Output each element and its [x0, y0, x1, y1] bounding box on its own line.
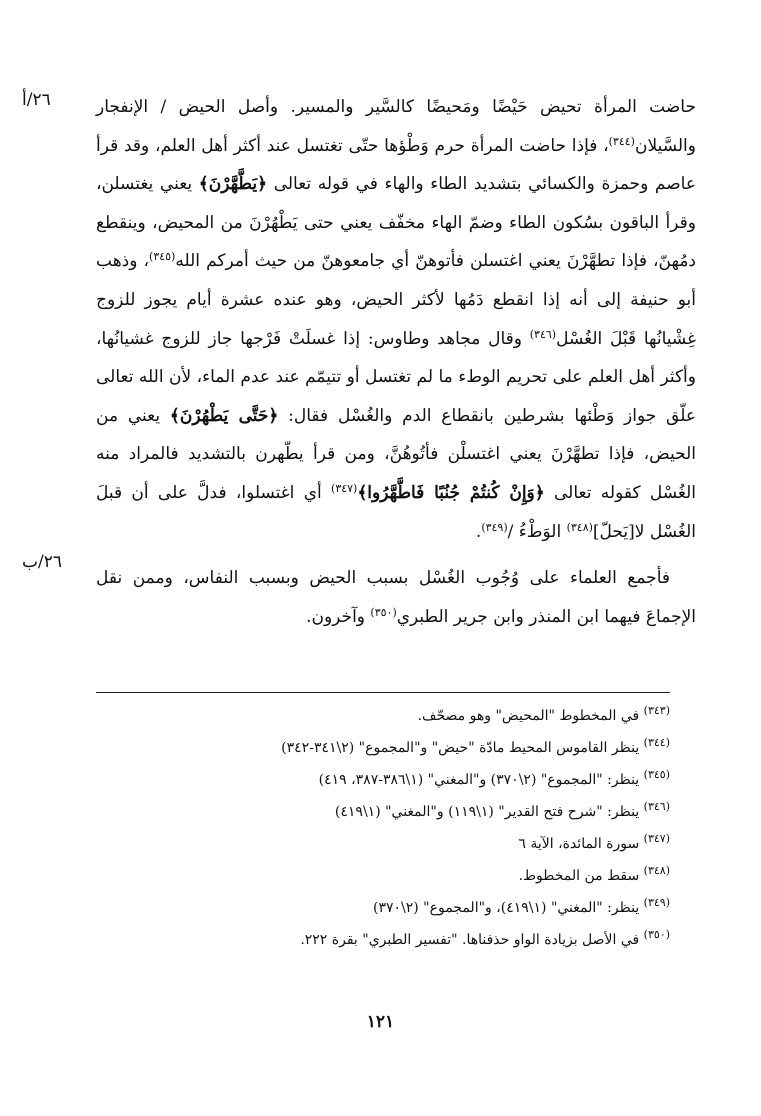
paragraph-1	[96, 88, 696, 551]
footnote-ref-349: (٣٤٩)	[481, 520, 508, 534]
text-run: وقال مجاهد وطاوس: إذا غسلَتْ فَرْجها جاز للزوج غشيانُها، وأكثر أهل العلم على تحريم الوطء ما لم تغتسل أو تتيمّم عند عدم الماء، لأن الله تعالى علّق جواز وَطْئها بشرطين بانقطاع الدم والغُسْل فقال:	[96, 328, 696, 426]
footnote-number: (٣٤٣)	[643, 704, 670, 717]
footnote-text: ينظر القاموس المحيط مادّة "حيض" و"المجموع" (٢\٣٤١-٣٤٢)	[281, 740, 644, 756]
margin-folio-middle: ٢٦/ب	[22, 552, 62, 572]
page-number: ١٢١	[366, 1012, 395, 1032]
footnote-350	[96, 924, 670, 956]
footnote-number: (٣٤٨)	[643, 864, 670, 877]
footnote-number: (٣٤٥)	[643, 768, 670, 781]
quran-quote: ﴿يَطَّهَّرْنَ﴾	[198, 174, 268, 195]
footnote-number: (٣٤٤)	[643, 736, 670, 749]
footnote-text: سقط من المخطوط.	[518, 868, 644, 884]
footnote-text: سورة المائدة، الآية ٦	[518, 836, 644, 852]
footnote-ref-346: (٣٤٦)	[529, 327, 557, 341]
footnote-text: في الأصل بزيادة الواو حذفناها. "تفسير الطبري" بقرة ٢٢٢.	[300, 932, 644, 948]
footnote-349	[96, 892, 670, 924]
main-text	[96, 88, 696, 636]
text-run: .	[475, 521, 482, 542]
text-run: يعني يغتسلن، وقرأ الباقون بسُكون الطاء وضمّ الهاء مخفّف يعني حتى يَطْهُرْنَ من المحيض، وينقطع دمُهنّ، فإذا تطهَّرْنَ يعني اغتسلن فأتوهنّ أي جامعوهنّ من حيث أمركم الله	[96, 174, 696, 272]
paragraph-2	[96, 559, 696, 636]
footnote-text: ينظر: "شرح فتح القدير" (١\١١٩) و"المغني" (١\٤١٩)	[334, 804, 644, 820]
footnote-text: ينظر: "المجموع" (٢\٣٧٠) و"المغني" (١\٣٨٦-٣٨٧، ٤١٩)	[318, 772, 644, 788]
footnote-343	[96, 700, 670, 732]
footnote-number: (٣٤٧)	[643, 832, 670, 845]
footnote-ref-344: (٣٤٤)	[608, 134, 635, 148]
footnotes	[96, 700, 670, 956]
footnote-divider	[96, 692, 670, 693]
text-run: فأجمع العلماء على وُجُوب الغُسْل بسبب الحيض وبسبب النفاس، وممن نقل الإجماعَ فيهما ابن المنذر وابن جرير الطبري	[96, 568, 696, 627]
footnote-text: في المخطوط "المحيض" وهو مصحّف.	[417, 708, 644, 724]
footnote-344	[96, 732, 670, 764]
text-run: الوَطْءُ /	[507, 521, 567, 542]
footnote-ref-348: (٣٤٨)	[566, 520, 593, 534]
text-run: ، فإذا حاضت المرأة حرم وَطْؤها حتّى تغتسل عند أكثر أهل العلم، وقد قرأ عاصم وحمزة والكسائي بتشديد الطاء والهاء في قوله تعالى	[96, 135, 697, 195]
text-run: ، وذهب أبو حنيفة إلى أنه إذا انقطع دَمُها لأكثر الحيض، وهو عنده عشرة أيام يجوز للزوج غِشْيانُها قَبْلَ الغُسْل	[96, 251, 696, 349]
text-run: حاضت المرأة تحيض حَيْضًا ومَحيضًا كالسَّير والمسير. وأصل الحيض / الإنفجار والسَّيلان	[96, 97, 696, 156]
footnote-number: (٣٤٩)	[643, 896, 670, 909]
quran-quote: ﴿حَتَّى يَطْهُرْنَ﴾	[169, 405, 279, 426]
footnote-number: (٣٤٦)	[643, 800, 670, 813]
footnote-346	[96, 796, 670, 828]
footnote-345	[96, 764, 670, 796]
footnote-ref-347: (٣٤٧)	[331, 481, 358, 495]
margin-folio-top: ٢٦/أ	[22, 90, 51, 110]
footnote-ref-345: (٣٤٥)	[149, 250, 176, 264]
quran-quote: ﴿وَإِنْ كُنتُمْ جُنُبًا فَاطَّهَّرُوا﴾	[357, 482, 545, 503]
footnote-347	[96, 828, 670, 860]
footnote-text: ينظر: "المغني" (١\٤١٩)، و"المجموع" (٢\٣٧٠)	[372, 900, 644, 916]
footnote-ref-350: (٣٥٠)	[370, 605, 397, 619]
footnote-348	[96, 860, 670, 892]
text-run: أي اغتسلوا، فدلَّ على أن قبلَ الغُسْل لا[يَحلّ]	[96, 482, 696, 542]
footnote-number: (٣٥٠)	[643, 928, 670, 941]
text-run: وآخرون.	[306, 606, 371, 627]
text-run: يعني من الحيض، فإذا تطهَّرْنَ يعني اغتسلْن فأتُوهُنَّ، ومن قرأ يطّهرن بالتشديد فالمراد منه الغُسْل كقوله تعالى	[96, 405, 696, 503]
